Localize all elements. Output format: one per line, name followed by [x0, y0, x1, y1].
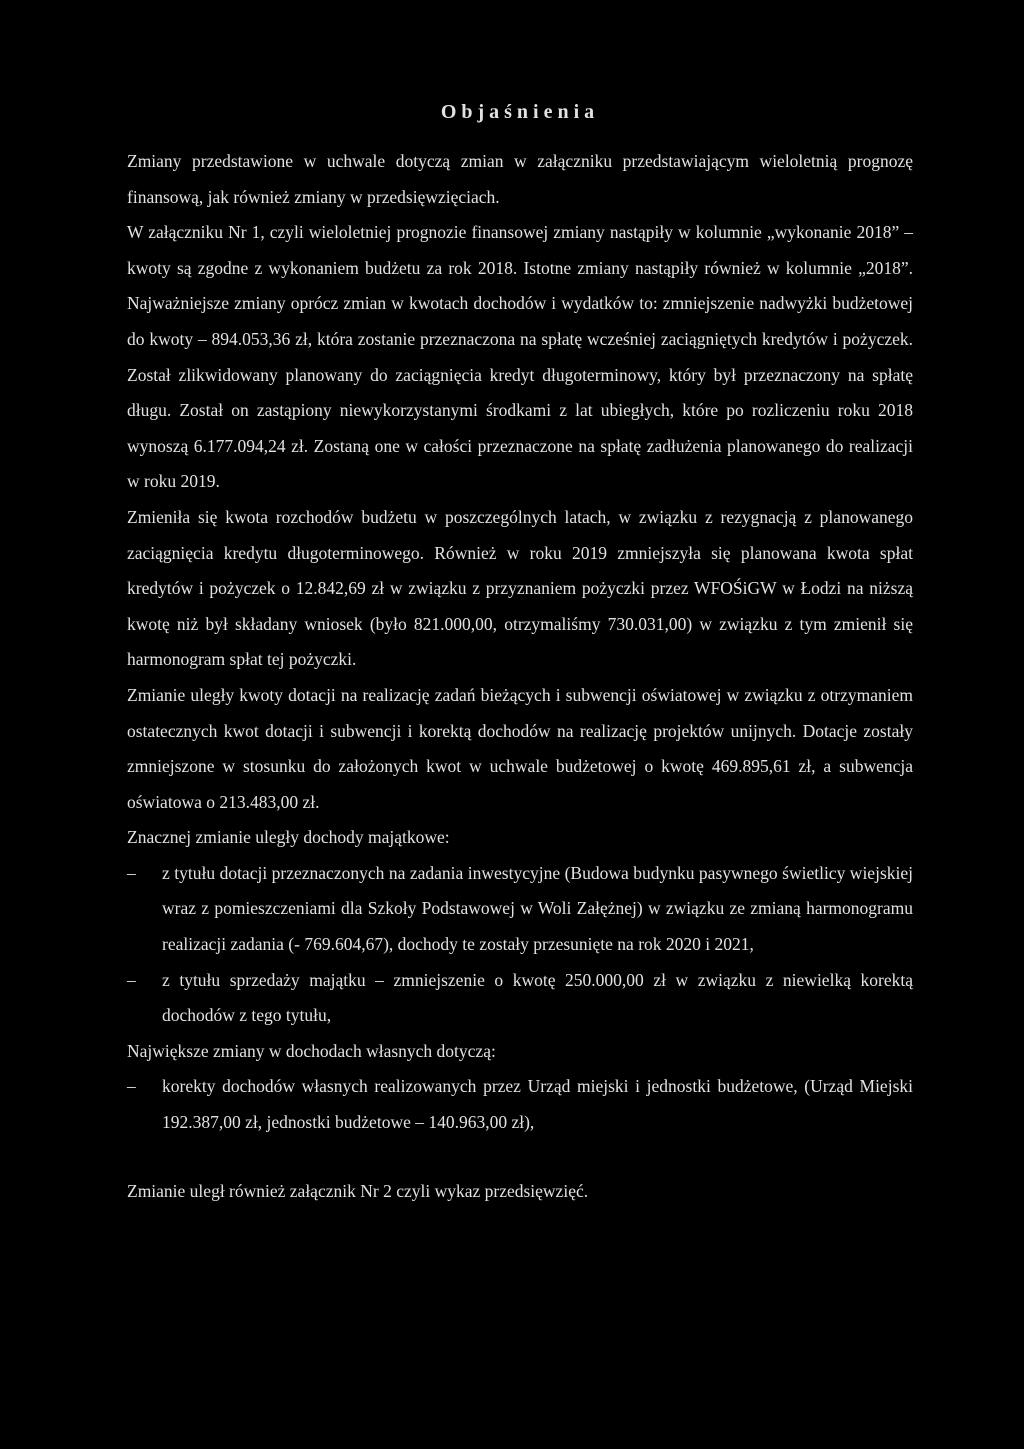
paragraph-intro: Zmiany przedstawione w uchwale dotyczą zmian w załączniku przedstawiającym wieloletnią prognozę finansową, jak również zmiany w przedsięwzięciach. — [127, 151, 913, 207]
list-item-asset-sale — [127, 963, 913, 1034]
list-item-text: korekty dochodów własnych realizowanych przez Urząd miejski i jednostki budżetowe, (Urząd Miejski 192.387,00 zł, jednostki budżetowe – 140.963,00 zł), — [162, 1076, 913, 1133]
list-dash: – — [127, 862, 136, 883]
list-item-capital-subsidies — [127, 856, 913, 963]
list-dash: – — [127, 1076, 136, 1097]
paragraph-expenditures: Zmieniła się kwota rozchodów budżetu w poszczególnych latach, w związku z rezygnacją z planowanego zaciągnięcia kredytu długoterminowego. Również w roku 2019 zmniejszyła się planowana kwota spłat kredytów i pożyczek o 12.842,69 zł w związku z przyznaniem pożyczki przez WFOŚiGW w Łodzi na niższą kwotę niż był składany wniosek (było 821.000,00, otrzymaliśmy 730.031,00) w związku z tym zmienił się harmonogram spłat tej pożyczki. — [127, 506, 913, 670]
paragraph-subsidies: Zmianie uległy kwoty dotacji na realizację zadań bieżących i subwencji oświatowej w związku z otrzymaniem ostatecznych kwot dotacji i subwencji i korektą dochodów na realizację projektów unijnych. Dotacje zostały zmniejszone w stosunku do założonych kwot w uchwale budżetowej o kwotę 469.895,61 zł, a subwencja oświatowa o 213.483,00 zł. — [127, 684, 913, 812]
paragraph-own-income-heading: Największe zmiany w dochodach własnych dotyczą: — [127, 1040, 496, 1061]
paragraph-capital-income-heading: Znacznej zmianie uległy dochody majątkowe: — [127, 827, 450, 848]
document-body — [127, 144, 913, 1209]
list-item-text: z tytułu sprzedaży majątku – zmniejszenie o kwotę 250.000,00 zł w związku z niewielką korektą dochodów z tego tytułu, — [162, 969, 913, 1026]
paragraph-annex-2: Zmianie uległ również załącznik Nr 2 czyli wykaz przedsięwzięć. — [127, 1180, 589, 1201]
list-item-text: z tytułu dotacji przeznaczonych na zadania inwestycyjne (Budowa budynku pasywnego świetlicy wiejskiej wraz z pomieszczeniami dla Szkoły Podstawowej w Woli Załężnej) w związku ze zmianą harmonogramu realizacji zadania (- 769.604,67), dochody te zostały przesunięte na rok 2020 i 2021, — [162, 862, 913, 955]
paragraph-annex-1: W załączniku Nr 1, czyli wieloletniej prognozie finansowej zmiany nastąpiły w kolumnie „wykonanie 2018” – kwoty są zgodne z wykonaniem budżetu za rok 2018. Istotne zmiany nastąpiły również w kolumnie „2018”. Najważniejsze zmiany oprócz zmian w kwotach dochodów i wydatków to: zmniejszenie nadwyżki budżetowej do kwoty – 894.053,36 zł, która zostanie przeznaczona na spłatę wcześniej zaciągniętych kredytów i pożyczek. Został zlikwidowany planowany do zaciągnięcia kredyt długoterminowy, który był przeznaczony na spłatę długu. Został on zastąpiony niewykorzystanymi środkami z lat ubiegłych, które po rozliczeniu roku 2018 wynoszą 6.177.094,24 zł. Zostaną one w całości przeznaczone na spłatę zadłużenia planowanego do realizacji w roku 2019. — [127, 222, 913, 492]
list-item-own-income — [127, 1069, 913, 1140]
list-dash: – — [127, 969, 136, 990]
document-title: Objaśnienia — [440, 101, 600, 123]
spacer — [127, 1141, 913, 1174]
